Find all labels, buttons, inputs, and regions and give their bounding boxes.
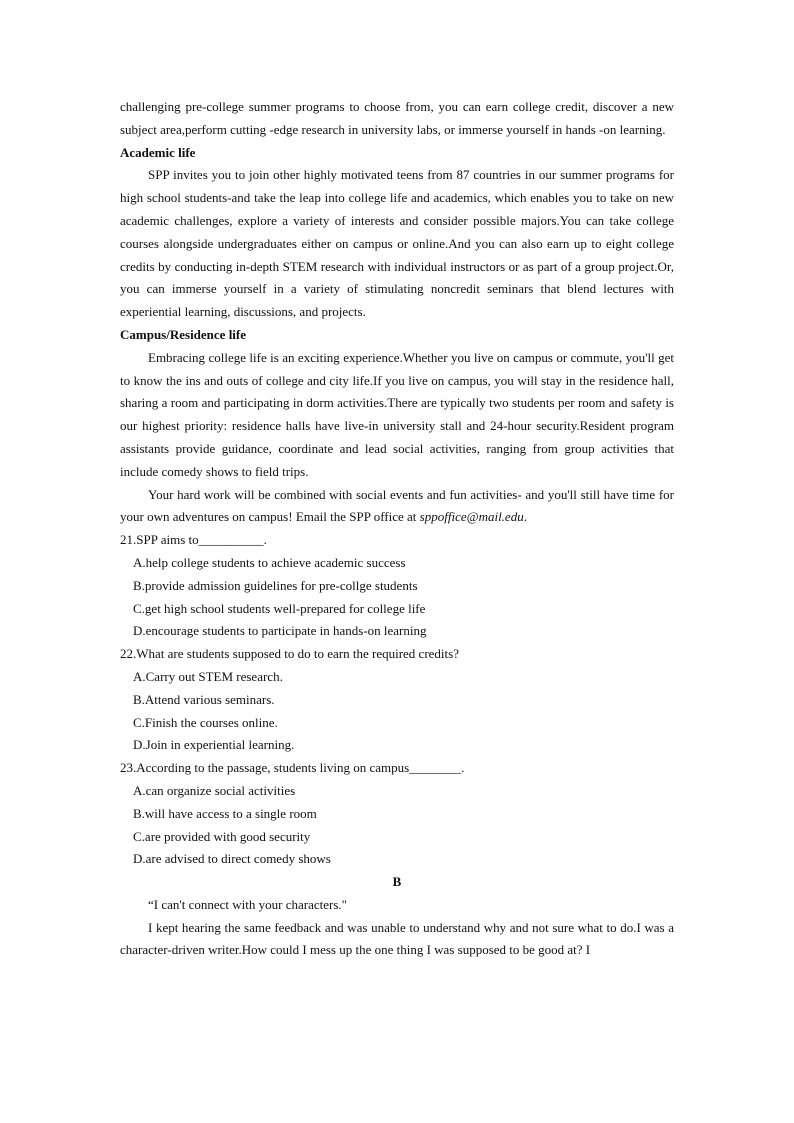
question-23-option-c: C.are provided with good security: [133, 828, 311, 844]
closing-end: .: [523, 509, 527, 525]
question-22-option-d: D.Join in experiential learning.: [133, 737, 295, 753]
question-23-stem: 23.According to the passage, students living on campus________.: [120, 760, 465, 776]
section-heading-campus: Campus/Residence life: [120, 326, 247, 342]
document-page: [120, 96, 674, 962]
question-23-option-a: A.can organize social activities: [133, 782, 296, 798]
question-23-option-d: D.are advised to direct comedy shows: [133, 851, 331, 867]
question-21-option-d: D.encourage students to participate in hands-on learning: [133, 623, 427, 639]
question-21-option-c: C.get high school students well-prepared for college life: [133, 600, 426, 616]
section-heading-academic: Academic life: [120, 144, 196, 160]
question-23-option-b: B.will have access to a single room: [133, 805, 317, 821]
campus-paragraph: Embracing college life is an exciting experience.Whether you live on campus or commute, you'll get to know the ins and outs of college and city life.If you live on campus, you will stay in the residence hall, sharing a room and participating in dorm activities.There are typically two students per room and safety is our highest priority: residence halls have live-in university stall and 24-hour security.Resident program assistants provide guidance, coordinate and lead social activities, ranging from group activities that include comedy shows to field trips.: [120, 349, 674, 479]
question-22-option-b: B.Attend various seminars.: [133, 691, 275, 707]
question-21-option-b: B.provide admission guidelines for pre-collge students: [133, 577, 418, 593]
closing-paragraph: [120, 484, 674, 530]
question-22-option-c: C.Finish the courses online.: [133, 714, 278, 730]
question-21-stem: 21.SPP aims to__________.: [120, 532, 267, 548]
question-21-option-a: A.help college students to achieve academic success: [133, 554, 406, 570]
part-b-label: B: [392, 874, 402, 890]
question-22-option-a: A.Carry out STEM research.: [133, 668, 283, 684]
question-22-stem: 22.What are students supposed to do to earn the required credits?: [120, 646, 459, 662]
email-address: sppoffice@mail.edu: [419, 509, 524, 525]
closing-text: Your hard work will be combined with social events and fun activities- and you'll still have time for your own adventures on campus! Email the SPP office at: [120, 486, 674, 525]
part-b-paragraph: I kept hearing the same feedback and was unable to understand why and not sure what to do.I was a character-driven writer.How could I mess up the one thing I was supposed to be good at? I: [120, 919, 674, 958]
academic-paragraph: SPP invites you to join other highly motivated teens from 87 countries in our summer programs for high school students-and take the leap into college life and academics, which enables you to take on new academic challenges, explore a variety of interests and consider possible majors.You can take college courses alongside undergraduates either on campus or online.And you can also earn up to eight college credits by conducting in-depth STEM research with individual instructors or as part of a group project.Or, you can immerse yourself in a variety of stimulating noncredit seminars that blend lectures with experiential learning, discussions, and projects.: [120, 167, 674, 320]
part-b-quote: “I can't connect with your characters.": [148, 896, 347, 912]
intro-paragraph: challenging pre-college summer programs to choose from, you can earn college credit, discover a new subject area,perform cutting -edge research in university labs, or immerse yourself in hands -on learning.: [120, 99, 674, 137]
